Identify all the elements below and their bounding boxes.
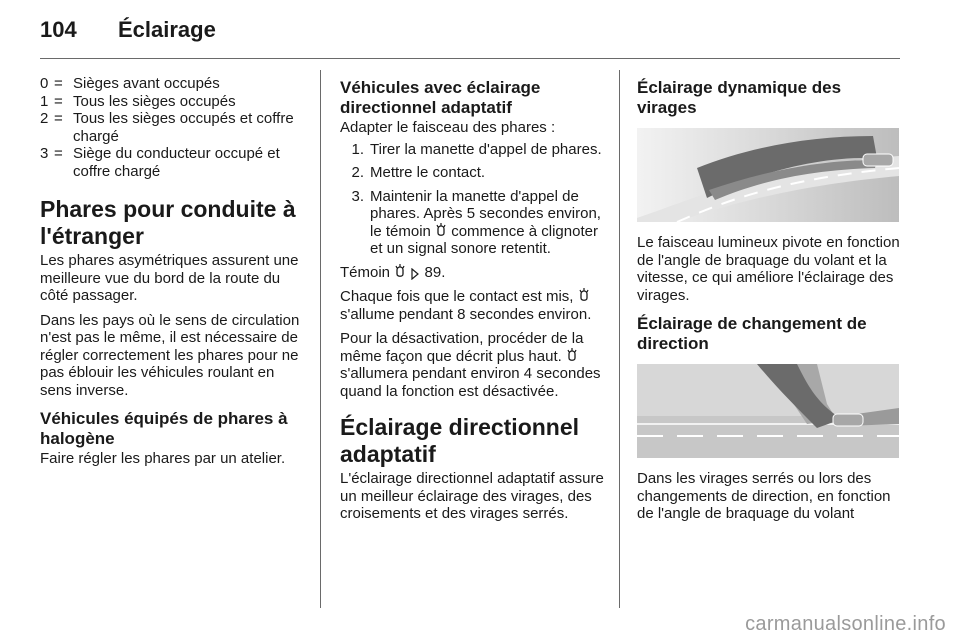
dynamic-curve-lighting-illustration bbox=[637, 128, 899, 222]
column-left bbox=[40, 75, 305, 475]
heading-halogen: Véhicules équipés de phares à halogène bbox=[40, 409, 288, 448]
heading-foreign-driving: Phares pour conduite à l'étranger bbox=[40, 196, 296, 249]
header-rule bbox=[40, 58, 900, 59]
page-header bbox=[40, 17, 216, 43]
steps-list bbox=[340, 141, 608, 258]
column-right bbox=[637, 75, 902, 530]
column-middle bbox=[340, 75, 608, 530]
page-number: 104 bbox=[40, 17, 77, 42]
turn-lighting-illustration bbox=[637, 364, 899, 458]
paragraph: Dans les pays où le sens de circulation n'est pas le même, il est nécessaire de régler correctement les phares pour ne pas éblouir les véhicules roulant en sens inverse. bbox=[40, 311, 300, 399]
heading-turn-lighting: Éclairage de changement de direction bbox=[637, 314, 867, 353]
headlamp-warning-icon bbox=[435, 223, 447, 239]
paragraph: Le faisceau lumineux pivote en fonction de l'angle de braquage du volant et la vitesse, ce qui améliore l'éclairage des virages. bbox=[637, 234, 900, 304]
paragraph: Pour la désactivation, procéder de la même façon que décrit plus haut. s'allumera pendant environ 4 secondes quand la fonction est désactivée. bbox=[340, 330, 601, 400]
heading-adaptive-lighting: Éclairage directionnel adaptatif bbox=[340, 414, 580, 467]
paragraph: Adapter le faisceau des phares : bbox=[340, 119, 556, 136]
legend-item: 2 = Tous les sièges occupés et coffre chargé bbox=[40, 110, 294, 145]
column-divider bbox=[619, 70, 620, 608]
paragraph: Les phares asymétriques assurent une meilleure vue du bord de la route du côté passager. bbox=[40, 252, 299, 304]
headlamp-warning-icon bbox=[566, 348, 578, 364]
list-item: 1. Tirer la manette d'appel de phares. bbox=[351, 140, 602, 158]
paragraph: Chaque fois que le contact est mis, s'allume pendant 8 secondes environ. bbox=[340, 288, 592, 323]
legend-item: 1 = Tous les sièges occupés bbox=[40, 92, 236, 110]
watermark: carmanualsonline.info bbox=[745, 613, 946, 635]
list-item: 3. Maintenir la manette d'appel de phares. Après 5 secondes environ, le témoin commence à clignoter et un signal sonore retentit. bbox=[351, 187, 601, 257]
page-title: Éclairage bbox=[118, 17, 216, 42]
paragraph: L'éclairage directionnel adaptatif assure un meilleur éclairage des virages, des croisements et des virages serrés. bbox=[340, 470, 604, 522]
paragraph: Témoin 89. bbox=[340, 263, 446, 281]
list-item: 2. Mettre le contact. bbox=[351, 164, 486, 181]
heading-adaptive-vehicles: Véhicules avec éclairage directionnel adaptatif bbox=[340, 78, 541, 117]
heading-dynamic-curve-lighting: Éclairage dynamique des virages bbox=[637, 78, 842, 117]
legend-list bbox=[40, 75, 305, 180]
paragraph: Faire régler les phares par un atelier. bbox=[40, 450, 286, 467]
legend-item: 3 = Siège du conducteur occupé et coffre chargé bbox=[40, 145, 280, 180]
headlamp-warning-icon bbox=[578, 288, 590, 304]
legend-item: 0 = Sièges avant occupés bbox=[40, 75, 220, 92]
column-divider bbox=[320, 70, 321, 608]
page-reference-arrow-icon bbox=[410, 268, 420, 280]
paragraph: Dans les virages serrés ou lors des changements de direction, en fonction de l'angle de braquage du volant bbox=[637, 470, 891, 522]
headlamp-warning-icon bbox=[394, 264, 406, 280]
